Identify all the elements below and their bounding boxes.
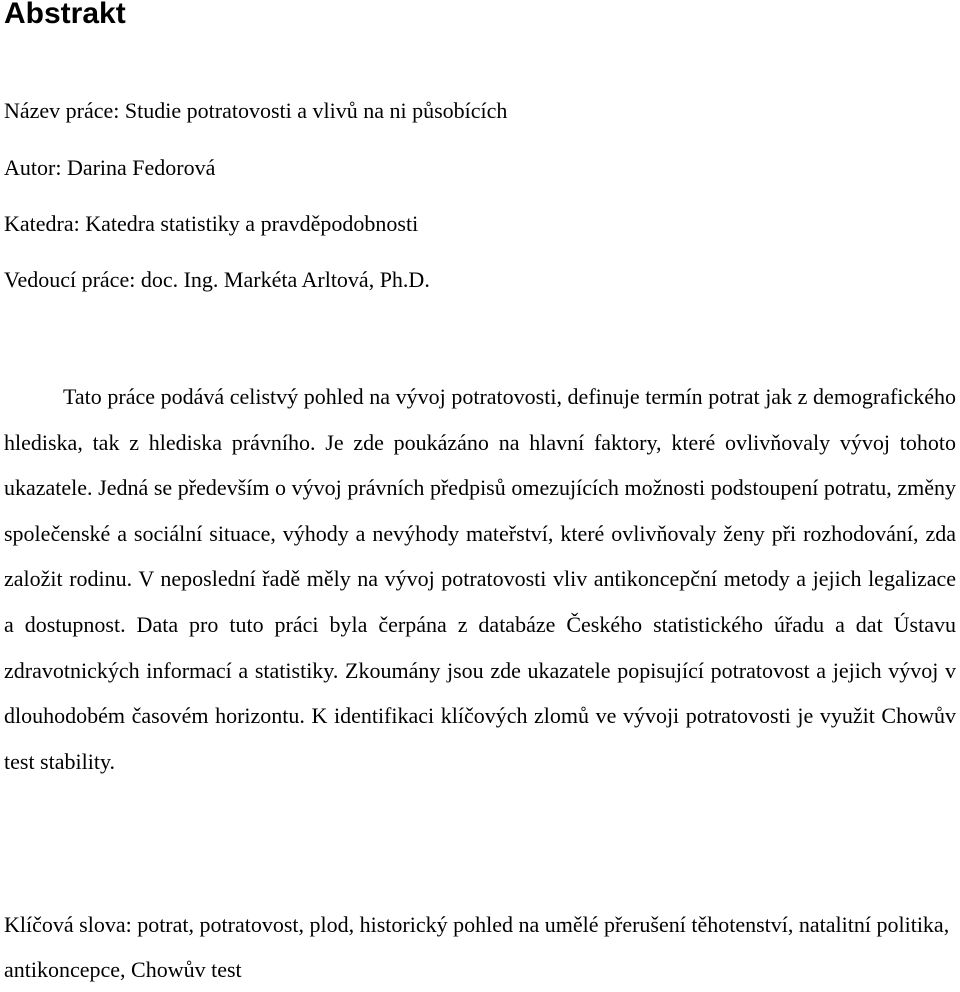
department-line: Katedra: Katedra statistiky a pravděpodobnosti — [4, 211, 419, 236]
thesis-title-line: Název práce: Studie potratovosti a vlivů na ni působících — [4, 98, 508, 123]
supervisor-line: Vedoucí práce: doc. Ing. Markéta Arltová, Ph.D. — [4, 267, 430, 292]
abstract-paragraph: Tato práce podává celistvý pohled na vývoj potratovosti, definuje termín potrat jak z demografického hlediska, tak z hlediska právního. Je zde poukázáno na hlavní faktory, které ovlivňovaly vývoj tohoto ukazatele. Jedná se především o vývoj právních předpisů omezujících možnosti podstoupení potratu, změny společenské a sociální situace, výhody a nevýhody mateřství, které ovlivňovaly ženy při rozhodování, zda založit rodinu. V neposlední řadě měly na vývoj potratovosti vliv antikoncepční metody a jejich legalizace a dostupnost. Data pro tuto práci byla čerpána z databáze Českého statistického úřadu a dat Ústavu zdravotnických informací a statistiky. Zkoumány jsou zde ukazatele popisující potratovost a jejich vývoj v dlouhodobém časovém horizontu. K identifikaci klíčových zlomů ve vývoji potratovosti je využit Chowův test stability. — [4, 384, 956, 774]
page-title: Abstrakt — [4, 0, 126, 30]
keywords-line: Klíčová slova: potrat, potratovost, plod, historický pohled na umělé přerušení těhotenství, natalitní politika, antikoncepce, Chowův test — [4, 912, 950, 982]
author-line: Autor: Darina Fedorová — [4, 155, 216, 180]
